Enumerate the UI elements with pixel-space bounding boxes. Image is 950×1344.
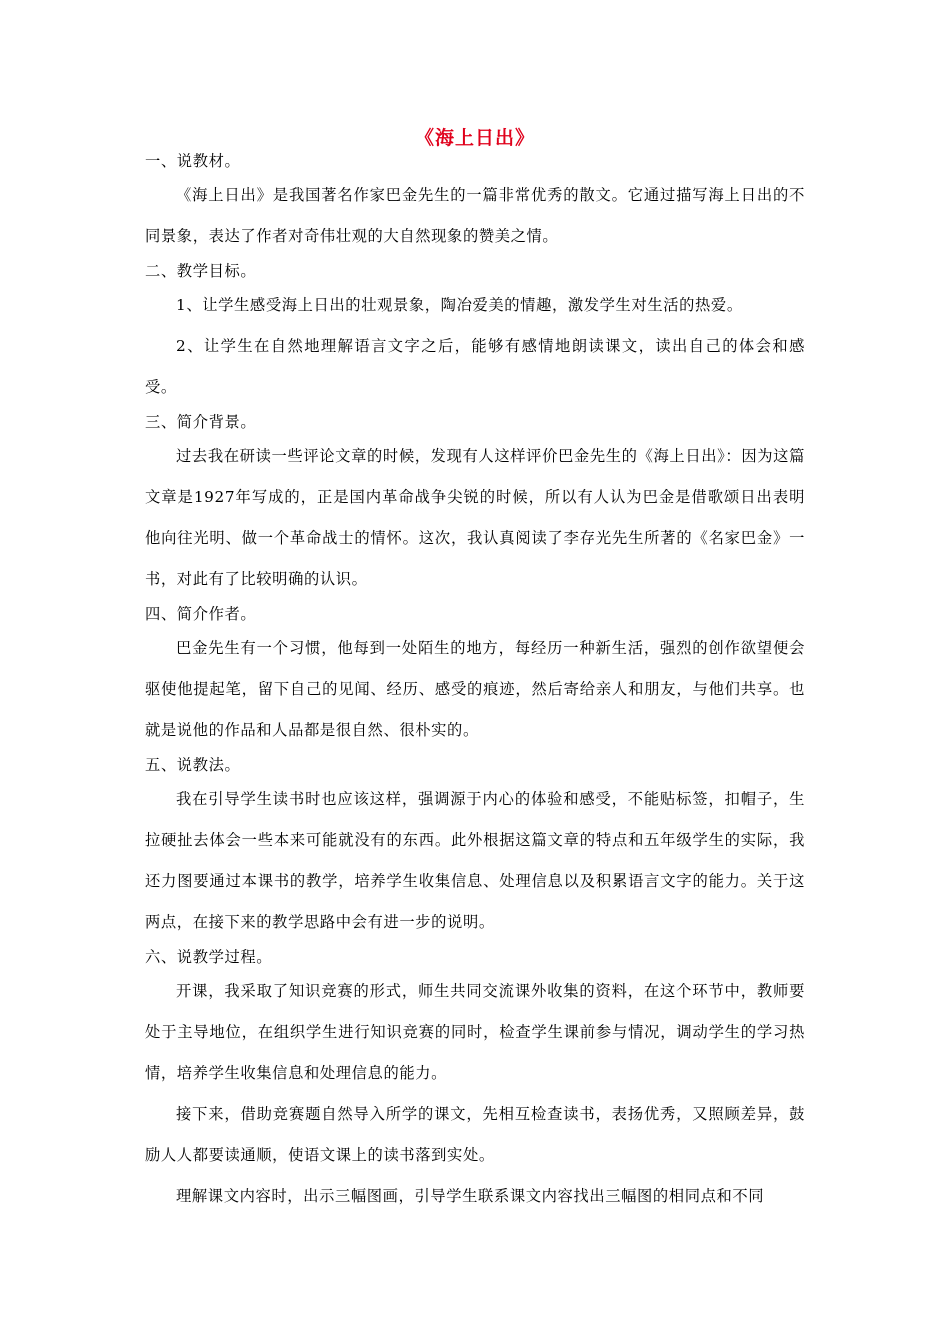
section-heading: 二、教学目标。	[145, 262, 257, 280]
paragraph: 理解课文内容时，出示三幅图画，引导学生联系课文内容找出三幅图的相同点和不同	[176, 1187, 765, 1205]
section-teaching-material	[145, 147, 805, 257]
paragraph: 巴金先生有一个习惯，他每到一处陌生的地方，每经历一种新生活，强烈的创作欲望便会驱使他提起笔，留下自己的见闻、经历、感受的痕迹，然后寄给亲人和朋友，与他们共享。也就是说他的作品和人品都是很自然、很朴实的。	[145, 639, 805, 739]
section-teaching-goals	[145, 257, 805, 408]
paragraph: 2、让学生在自然地理解语言文字之后，能够有感情地朗读课文，读出自己的体会和感受。	[145, 337, 805, 396]
section-background	[145, 408, 805, 600]
section-heading: 六、说教学过程。	[145, 948, 273, 966]
section-author	[145, 600, 805, 751]
paragraph: 1、让学生感受海上日出的壮观景象，陶冶爱美的情趣，激发学生对生活的热爱。	[176, 296, 743, 314]
section-teaching-method	[145, 751, 805, 943]
paragraph: 我在引导学生读书时也应该这样，强调源于内心的体验和感受，不能贴标签，扣帽子，生拉硬扯去体会一些本来可能就没有的东西。此外根据这篇文章的特点和五年级学生的实际，我还力图要通过本课书的教学，培养学生收集信息、处理信息以及积累语言文字的能力。关于这两点，在接下来的教学思路中会有进一步的说明。	[145, 790, 805, 931]
paragraph: 开课，我采取了知识竞赛的形式，师生共同交流课外收集的资料，在这个环节中，教师要处于主导地位，在组织学生进行知识竞赛的同时，检查学生课前参与情况，调动学生的学习热情，培养学生收集信息和处理信息的能力。	[145, 982, 805, 1082]
document-body	[145, 147, 805, 1217]
paragraph: 《海上日出》是我国著名作家巴金先生的一篇非常优秀的散文。它通过描写海上日出的不同景象，表达了作者对奇伟壮观的大自然现象的赞美之情。	[145, 186, 805, 245]
section-heading: 四、简介作者。	[145, 605, 257, 623]
section-heading: 一、说教材。	[145, 152, 241, 170]
paragraph: 接下来，借助竞赛题自然导入所学的课文，先相互检查读书，表扬优秀，又照顾差异，鼓励人人都要读通顺，使语文课上的读书落到实处。	[145, 1105, 805, 1164]
section-teaching-process	[145, 943, 805, 1217]
section-heading: 五、说教法。	[145, 756, 241, 774]
document-title: 《海上日出》	[414, 127, 535, 149]
section-heading: 三、简介背景。	[145, 413, 257, 431]
paragraph: 过去我在研读一些评论文章的时候，发现有人这样评价巴金先生的《海上日出》：因为这篇文章是1927年写成的，正是国内革命战争尖锐的时候，所以有人认为巴金是借歌颂日出表明他向往光明、做一个革命战士的情怀。这次，我认真阅读了李存光先生所著的《名家巴金》一书，对此有了比较明确的认识。	[145, 447, 805, 588]
